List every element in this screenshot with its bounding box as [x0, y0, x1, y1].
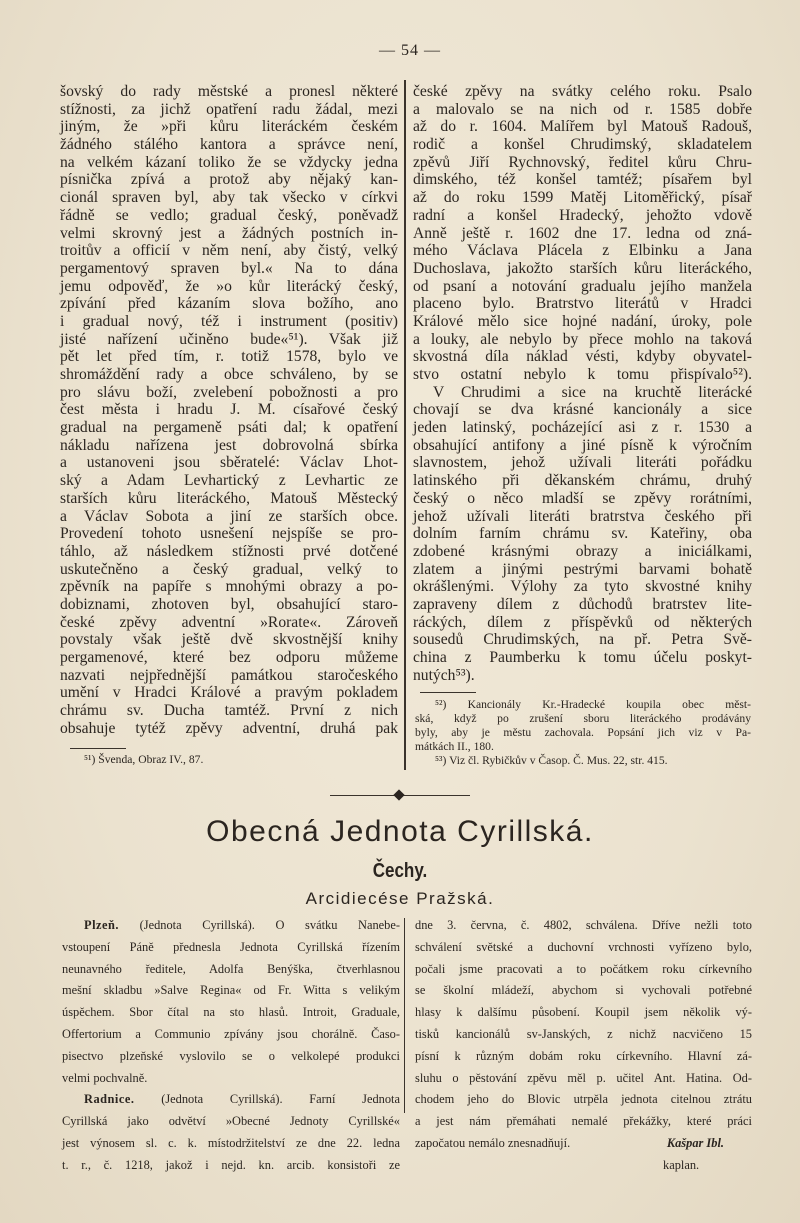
text-line: hlasy k dalšímu působení. Koupil jsem několik vý-	[415, 1005, 752, 1020]
report-radnice-first-line	[62, 1089, 400, 1111]
text-line: od psaní a notování gradualu jejího manžela	[413, 277, 752, 295]
text-line: cionál spraven byl, aby tak všecko v církvi	[60, 189, 398, 207]
text-line: ský a Adam Levhartický z Levhartic ze	[60, 472, 398, 490]
text-line: shromáždění rady a obce schváleno, by se	[60, 366, 398, 383]
text-line: až do r. 1604. Malířem byl Matouš Radouš,	[413, 118, 752, 136]
text-line: latinského při děkanském chrámu, druhý	[413, 472, 752, 490]
text-line: ⁵¹) Švenda, Obraz IV., 87.	[84, 753, 204, 766]
report-plzen-place: Plzeň.	[84, 918, 119, 932]
text-line: pro slávu boží, zvelebení pobožnosti a pro	[60, 383, 398, 401]
text-line: vstoupení Páně přednesla Jednota Cyrillská řízením	[62, 939, 400, 954]
text-run: (Jednota Cyrillská). O svátku Nanebe-	[119, 918, 400, 932]
text-line: nazvati nejpřednější památkou staročeského	[60, 666, 398, 684]
text-line: t. r., č. 1218, jakož i nejd. kn. arcib. konsistoři ze	[62, 1157, 400, 1172]
text-run: (Jednota Cyrillská). Farní Jednota	[134, 1092, 400, 1107]
text-line: obsahující antifony a jiné písně k výročním	[413, 436, 752, 454]
text-line: schválení světské a duchovní vrchnosti vyřízeno bylo,	[415, 939, 752, 954]
section-country: Čechy.	[372, 860, 428, 882]
text-line: nákladu nařízena jest dobrovolná sbírka	[60, 436, 398, 454]
text-line: táhlo, až následkem stížnosti prvé dotčené	[60, 542, 398, 560]
text-line: až do roku 1599 Matěj Litoměřický, písař	[413, 189, 752, 207]
text-line: dolním farním chrámu sv. Kateřiny, oba	[413, 525, 752, 543]
footnote-rule	[70, 748, 126, 749]
text-line: umění v Hradci Králové a pravým pokladem	[60, 684, 398, 702]
text-line: chodem jeho do Blovic utrpěla jednota citelnou ztrátu	[415, 1092, 752, 1107]
text-line: ská, když po zrušení sboru literáckého prodávány	[415, 712, 751, 725]
text-line: radní a konšel Hradecký, jehožto vdově	[413, 206, 752, 224]
text-line: ⁵³) Viz čl. Rybičkův v Časop. Č. Mus. 22, str. 415.	[435, 754, 668, 767]
text-line: byly, aby je městu zachovala. Popsání jich viz v Pa-	[415, 726, 751, 739]
text-line: zpívání před kázaním slova božího, ano	[60, 295, 398, 313]
text-line: české zpěvy na svátky celého roku. Psalo	[413, 83, 752, 100]
report-radnice-place: Radnice.	[84, 1092, 135, 1107]
text-run: započatou nemálo znesnadňují.	[415, 1135, 571, 1150]
text-line: a ustanoveni jsou sběratelé: Václav Lhot-	[60, 454, 398, 472]
text-line: troitův a officií v něm není, aby čistý, velký	[60, 242, 398, 260]
report-final-line	[415, 1133, 752, 1155]
text-line: jehož užívali literáti bratrstva českého při	[413, 507, 752, 525]
text-line: placeno bylo. Bratrstvo literátů v Hradci	[413, 295, 752, 313]
text-line: chovají se dva krásné kancionály a sice	[413, 401, 752, 419]
footnote-rule	[420, 692, 476, 693]
text-line: mátkách II., 180.	[415, 740, 494, 753]
column-rule	[404, 80, 406, 770]
text-line: písní k různým dobám roku církevního. Hlavní zá-	[415, 1048, 752, 1063]
text-line: čest města i hradu J. M. císařové český	[60, 401, 398, 419]
text-line: obsahuje tytéž zpěvy adventní, druhá pak	[60, 719, 398, 737]
text-line: zpěvník na papíře s mnohými obrazy a po-	[60, 578, 398, 596]
text-line: a Václav Sobota a jiní ze starších obce.	[60, 507, 398, 525]
text-line: úspěchem. Sbor čítal na sto hlasů. Introit, Graduale,	[62, 1005, 400, 1020]
text-line: ráckých, dílem z příspěvků od některých	[413, 613, 752, 631]
text-line: jiným, že »při kůru literáckém českém	[60, 118, 398, 136]
signature-title: kaplan.	[663, 1157, 700, 1172]
text-line: stížnosti, za jichž opatření radu žádal, mezi	[60, 100, 398, 118]
text-line: velmi pochvalně.	[62, 1070, 148, 1085]
right-footnotes	[415, 698, 751, 768]
text-line: pergamenové, které bez odporu můžeme	[60, 649, 398, 666]
left-column	[60, 83, 398, 737]
text-line: V Chrudimi a sice na kruchtě literácké	[433, 383, 752, 401]
text-line: pět let před tím, r. totiž 1578, bylo ve	[60, 348, 398, 366]
text-line: zpěvů Jiří Rychnovský, ředitel kůru Chru-	[413, 153, 752, 171]
text-line: pisectvo plzeňské vyslovilo se o velkolepé produkci	[62, 1048, 400, 1063]
text-line: dimského, též konšel tamtéž; písařem byl	[413, 171, 752, 189]
text-line: Cyrillská jako odvětví »Obecné Jednoty Cyrillské«	[62, 1114, 400, 1129]
text-line: Offertorium a Communio zpívány jsou chorálně. Časo-	[62, 1026, 400, 1041]
text-line: a jest nám přemáhati nemalé překážky, které práci	[415, 1114, 752, 1129]
diamond-icon	[393, 789, 404, 800]
text-line: zdobené krásnými obrazy a iniciálkami,	[413, 542, 752, 560]
section-title: Obecná Jednota Cyrillská.	[206, 815, 594, 848]
text-line: písnička zpívá a protož aby nějaký kan-	[60, 171, 398, 189]
text-line: zlatem a jinými pestrými barvami bohatě	[413, 560, 752, 578]
text-line: mešní skladbu »Salve Regina« od Fr. Witta s velikým	[62, 983, 400, 998]
text-line: okrášlenými. Výlohy za tyto skvostné knihy	[413, 578, 752, 596]
reports-right-column	[415, 915, 752, 1177]
page-number: — 54 —	[379, 42, 441, 59]
text-line: jeden latinský, pocházející asi z r. 1530 a	[413, 419, 752, 437]
text-line: sousedů Chrudimských, na př. Petra Svě-	[413, 631, 752, 649]
text-line: i gradual nový, též i instrument (positiv)	[60, 312, 398, 330]
section-divider-ornament	[330, 791, 470, 799]
text-line: velmi skrovný jest a žádných postních in-	[60, 224, 398, 242]
text-line: sluhu o pěstování zpěvu měl p. učitel Ant. Hatina. Od-	[415, 1070, 752, 1085]
text-line: a louky, ale nebylo by přece mohlo na taková	[413, 330, 752, 348]
text-line: pergamentový spraven byl.« Na to dána	[60, 259, 398, 277]
column-rule	[404, 918, 405, 1113]
text-line: chrámu sv. Ducha tamtéž. První z nich	[60, 702, 398, 720]
text-line: žádného stálého kantora a správce není,	[60, 136, 398, 154]
text-line: china z Paumberku k tomu účelu poskyt-	[413, 649, 752, 666]
text-line: na velkém kázaní toliko že se vždycky jedna	[60, 153, 398, 171]
text-line: nutých⁵³).	[413, 666, 475, 684]
text-line: Provedení tohoto usnešení nejspíše se pro-	[60, 525, 398, 543]
text-line: šovský do rady městské a pronesl některé	[60, 83, 398, 100]
signature: Kašpar Ibl.	[666, 1135, 724, 1150]
text-line: řádně se vedlo; gradual český, poněvadž	[60, 206, 398, 224]
text-line: skvostná díla náklad vésti, kdyby obyvatel-	[413, 348, 752, 366]
text-line: mého Václava Plácela z Elbinku a Jana	[413, 242, 752, 260]
text-line: a malovalo se na nich od r. 1585 dobře	[413, 100, 752, 118]
text-line: jest výnosem sl. c. k. místodržitelství ze dne 22. ledna	[62, 1135, 400, 1150]
text-line: české zpěvy adventní »Rorate«. Zároveň	[60, 613, 398, 631]
text-line: počali jsme pracovati a to počátkem roku církevního	[415, 961, 752, 976]
left-footnotes	[84, 753, 384, 767]
report-plzen-first-line	[62, 915, 400, 937]
text-line: dne 3. června, č. 4802, schválena. Dříve nežli toto	[415, 918, 752, 932]
text-line: český o něco mladší se zpěvy rorátními,	[413, 489, 752, 507]
text-line: slavnostem, jehož užívali literáti pořádku	[413, 454, 752, 472]
text-line: Králové mělo sice hojné nadání, úroky, pole	[413, 312, 752, 330]
text-line: zapraveny dílem z důchodů bratrstev lite-	[413, 595, 752, 613]
text-line: stvo ostatní nebylo k tomu přispívalo⁵²).	[413, 366, 752, 383]
text-line: Anně ještě r. 1602 dne 17. ledna od zná-	[413, 224, 752, 242]
right-column	[413, 83, 752, 684]
text-line: jemu odpověď, že »o kůr literácký český,	[60, 277, 398, 295]
text-line: uskutečněno a český gradual, velký to	[60, 560, 398, 578]
text-line: se školní mládeží, abychom si vychovali potřebné	[415, 983, 752, 998]
text-line: jisté nařízení učiněno bude«⁵¹). Však již	[60, 330, 398, 348]
text-line: starších kůru literáckého, Matouš Městecký	[60, 489, 398, 507]
text-line: rodič a konšel Chrudimský, skladatelem	[413, 136, 752, 154]
reports-left-column	[62, 915, 400, 1177]
section-diocese: Arcidiecése Pražská.	[305, 889, 495, 908]
text-line: dobiznami, zhotoven byl, obsahující staro-	[60, 595, 398, 613]
text-line: Duchoslava, jakožto starších kůru literáckého,	[413, 259, 752, 277]
text-line: neunavného ředitele, Adolfa Benýška, čtverhlasnou	[62, 961, 400, 976]
text-line: gradual na pergameně psáti dal; k opatření	[60, 419, 398, 437]
text-line: povstaly však ještě dvě skvostnější knihy	[60, 631, 398, 649]
text-line: tisků kancionálů sv-Janských, z nichž nacvičeno 15	[415, 1026, 752, 1041]
text-line: ⁵²) Kancionály Kr.-Hradecké koupila obec měst-	[435, 698, 751, 711]
